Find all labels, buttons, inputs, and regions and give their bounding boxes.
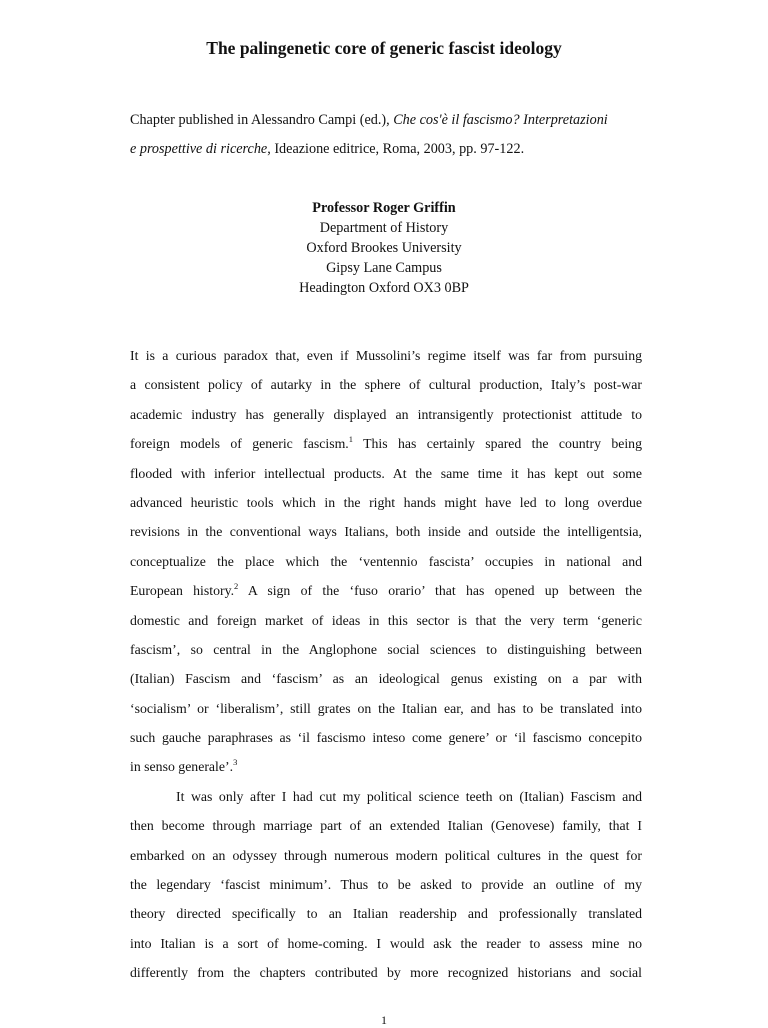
author-department: Department of History (319, 220, 449, 236)
footnote-ref-3[interactable]: 3 (233, 757, 238, 768)
text-line: revisions in the conventional ways Italians, both inside and outside the intelligentsia, (130, 524, 642, 540)
text-line (130, 752, 642, 781)
footnote-ref-2[interactable]: 2 (234, 581, 239, 592)
citation-book-title-part1: Che cos'è il fascismo? Interpretazioni (393, 112, 608, 128)
citation-suffix: , Ideazione editrice, Roma, 2003, pp. 97-122. (267, 141, 525, 157)
text-segment: A sign of the ‘fuso orario’ that has opened up between the (238, 583, 642, 599)
text-line: then become through marriage part of an extended Italian (Genovese) family, that I (130, 818, 642, 834)
citation (130, 106, 642, 164)
paragraph-2 (130, 782, 642, 988)
author-address: Headington Oxford OX3 0BP (299, 280, 469, 296)
document-title: The palingenetic core of generic fascist ideology (206, 38, 562, 58)
text-line: fascism’, so central in the Anglophone social sciences to distinguishing between (130, 641, 642, 657)
author-university: Oxford Brookes University (306, 240, 462, 256)
author-block (0, 198, 768, 298)
text-line (130, 576, 642, 605)
text-segment: This has certainly spared the country being (353, 436, 642, 452)
author-name: Professor Roger Griffin (312, 200, 456, 216)
text-line: such gauche paraphrases as ‘il fascismo inteso come genere’ or ‘il fascismo concepito (130, 730, 642, 746)
citation-prefix: Chapter published in Alessandro Campi (ed.), (130, 112, 394, 128)
text-line: embarked on an odyssey through numerous modern political cultures in the quest for (130, 847, 642, 863)
citation-book-title-part2: e prospettive di ricerche (130, 141, 268, 157)
author-campus: Gipsy Lane Campus (326, 260, 442, 276)
text-line: the legendary ‘fascist minimum’. Thus to be asked to provide an outline of my (130, 877, 642, 893)
citation-line-2 (130, 135, 642, 164)
footnote-ref-1[interactable]: 1 (348, 434, 353, 445)
text-line: domestic and foreign market of ideas in this sector is that the very term ‘generic (130, 612, 642, 628)
text-segment: European history. (130, 583, 235, 599)
text-line: flooded with inferior intellectual products. At the same time it has kept out some (130, 465, 642, 481)
text-line: It was only after I had cut my political science teeth on (Italian) Fascism and (176, 788, 642, 804)
text-line: (Italian) Fascism and ‘fascism’ as an ideological genus existing on a par with (130, 671, 642, 687)
text-segment: in senso generale’. (130, 759, 234, 775)
text-segment: foreign models of generic fascism. (130, 436, 349, 452)
text-line: ‘socialism’ or ‘liberalism’, still grates on the Italian ear, and has to be translated into (130, 700, 642, 716)
text-line: into Italian is a sort of home-coming. I would ask the reader to assess mine no (130, 935, 642, 951)
text-line (130, 429, 642, 458)
text-line: academic industry has generally displayed an intransigently protectionist attitude to (130, 406, 642, 422)
citation-line-1 (130, 106, 642, 135)
page-number: 1 (381, 1013, 387, 1027)
text-line: conceptualize the place which the ‘ventennio fascista’ occupies in national and (130, 553, 642, 569)
text-line: theory directed specifically to an Italian readership and professionally translated (130, 906, 642, 922)
text-line: advanced heuristic tools which in the right hands might have led to long overdue (130, 494, 642, 510)
text-line: differently from the chapters contributed by more recognized historians and social (130, 965, 642, 981)
paragraph-1 (130, 341, 642, 782)
text-line: a consistent policy of autarky in the sphere of cultural production, Italy’s post-war (130, 377, 642, 393)
body-text (130, 341, 642, 988)
text-line: It is a curious paradox that, even if Mussolini’s regime itself was far from pursuing (130, 348, 642, 363)
